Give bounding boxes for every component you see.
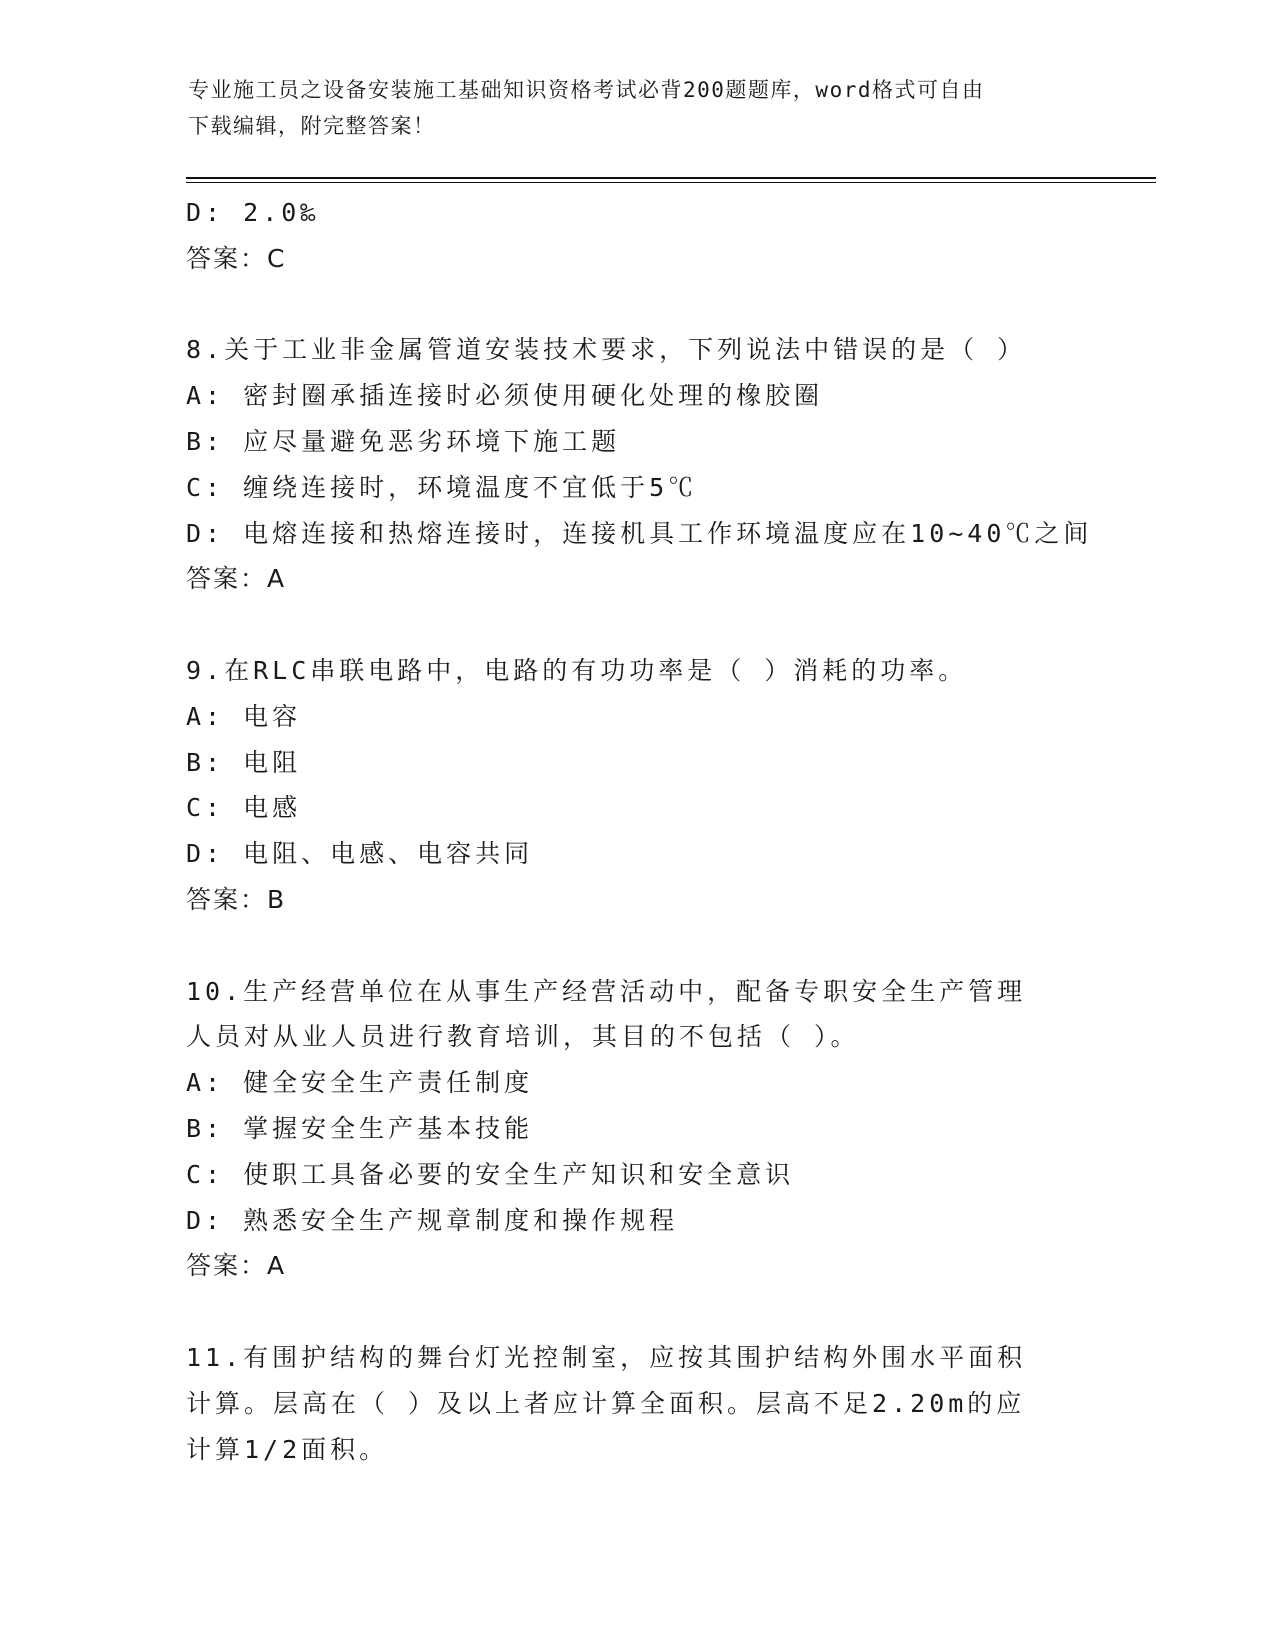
question-text: 9.在RLC串联电路中，电路的有功功率是（ ）消耗的功率。 [186, 655, 968, 685]
document-body [186, 190, 1093, 1472]
answer-line: 答案：B [186, 884, 287, 914]
spacer [186, 602, 1086, 648]
question-text: 8.关于工业非金属管道安装技术要求，下列说法中错误的是（ ） [186, 335, 1027, 365]
spacer [186, 923, 1086, 969]
option-b: B: 电阻 [186, 747, 302, 777]
spacer [186, 1289, 1086, 1335]
option-d: D: 熟悉安全生产规章制度和操作规程 [186, 1205, 679, 1235]
question-block-8 [186, 327, 1093, 602]
answer-line: 答案：A [186, 564, 287, 594]
option-d: D: 电阻、电感、电容共同 [186, 839, 534, 869]
question-text: 11.有围护结构的舞台灯光控制室，应按其围护结构外围水平面积计算。层高在（ ）及以上者应计算全面积。层高不足2.20m的应计算1/2面积。 [186, 1342, 1027, 1464]
option-b: B: 应尽量避免恶劣环境下施工题 [186, 426, 621, 456]
question-block-10 [186, 969, 1086, 1290]
question-block-9 [186, 648, 1086, 923]
answer-line: 答案：A [186, 1251, 287, 1281]
header-divider-thin [186, 182, 1156, 183]
option-a: A: 电容 [186, 701, 302, 731]
option-c: C: 电感 [186, 793, 302, 823]
header-line-2: 下载编辑，附完整答案！ [188, 114, 436, 138]
option-a: A: 健全安全生产责任制度 [186, 1068, 534, 1098]
question-text: 10.生产经营单位在从事生产经营活动中，配备专职安全生产管理人员对从业人员进行教育培训，其目的不包括（ ）。 [186, 976, 1027, 1052]
document-header [188, 72, 1068, 144]
option-d: D: 电熔连接和热熔连接时，连接机具工作环境温度应在10~40℃之间 [186, 518, 1093, 548]
option-a: A: 密封圈承插连接时必须使用硬化处理的橡胶圈 [186, 381, 824, 411]
header-line-1: 专业施工员之设备安装施工基础知识资格考试必背200题题库，word格式可自由 [188, 78, 985, 102]
option-d: D: 2.0‰ [186, 198, 320, 227]
question-block-11 [186, 1335, 1086, 1472]
option-c: C: 使职工具备必要的安全生产知识和安全意识 [186, 1159, 795, 1189]
answer-line: 答案：C [186, 243, 287, 273]
option-c: C: 缠绕连接时，环境温度不宜低于5℃ [186, 472, 698, 502]
header-divider-thick [186, 177, 1156, 179]
spacer [186, 282, 1086, 328]
option-b: B: 掌握安全生产基本技能 [186, 1113, 534, 1143]
question-block-7-partial [186, 190, 1086, 282]
